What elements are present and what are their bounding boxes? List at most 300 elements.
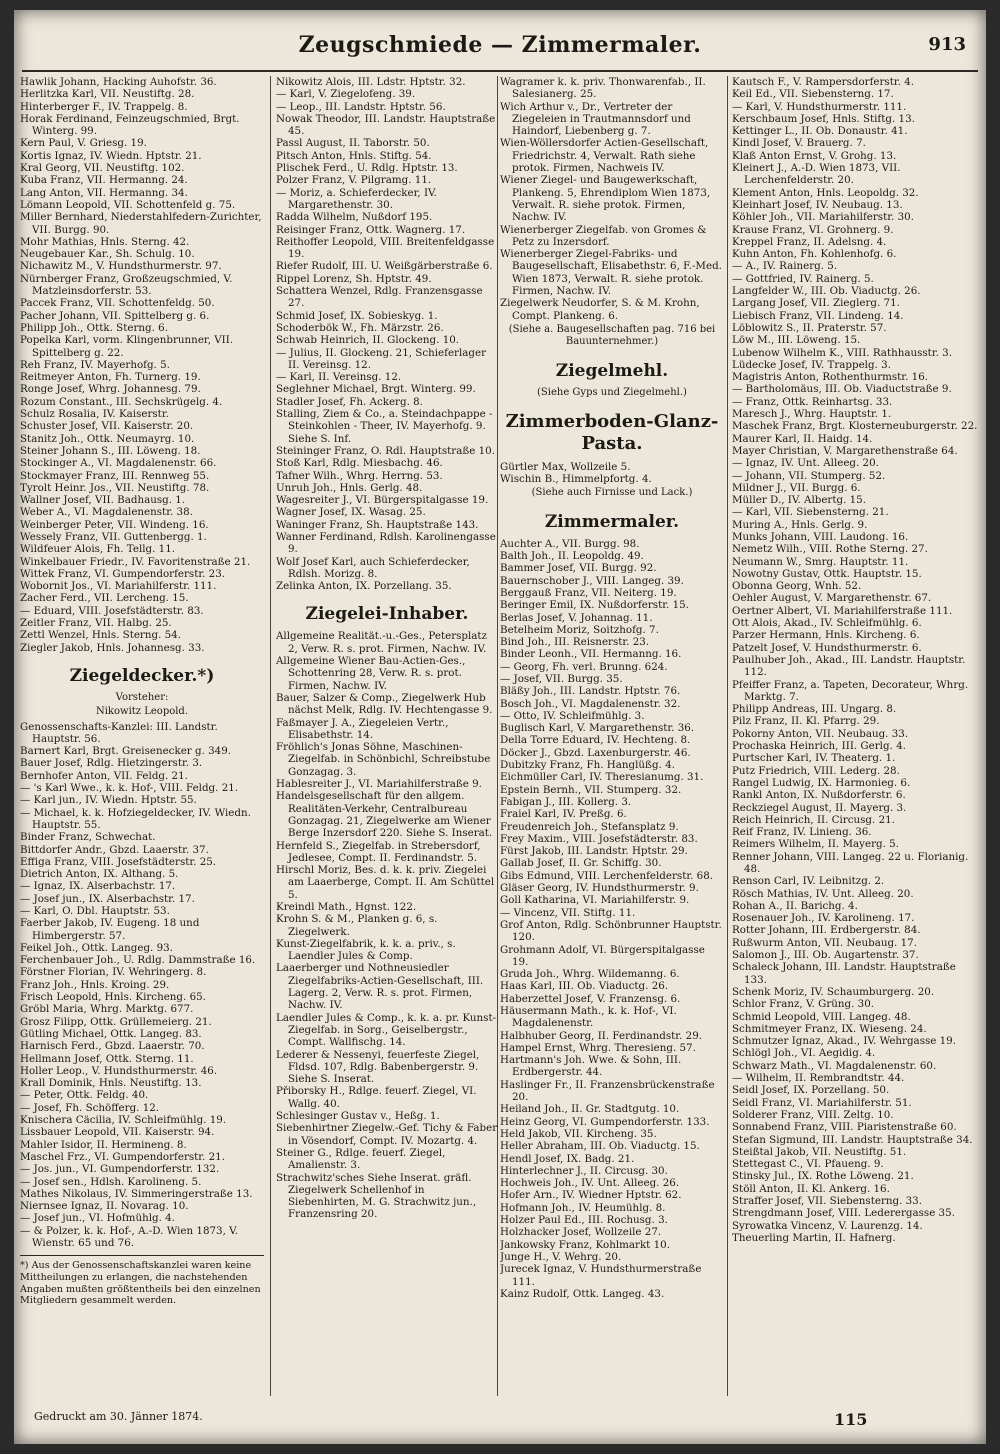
list-item: Stoß Karl, Rdlg. Miesbachg. 46.	[276, 457, 443, 470]
list-item: Wiener Ziegel- und Baugewerkschaft, Plankeng. 5, Ehrendiplom Wien 1873, Verwalt. R. siehe protok. Firmen, Nachw. IV.	[500, 174, 711, 224]
list-item: Grohmann Adolf, VI. Bürgerspitalgasse 19.	[500, 943, 705, 968]
list-item: — Wilhelm, II. Rembrandtstr. 44.	[732, 1072, 905, 1085]
list-item: Wittek Franz, VI. Gumpendorferstr. 23.	[20, 567, 226, 580]
list-item: Reisinger Franz, Ottk. Wagnerg. 17.	[276, 223, 466, 236]
list-item: Halbhuber Georg, II. Ferdinandstr. 29.	[500, 1029, 703, 1042]
list-item: — Eduard, VIII. Josefstädterstr. 83.	[20, 604, 204, 617]
column-1	[20, 76, 264, 1396]
list-item: Prochaska Heinrich, III. Gerlg. 4.	[732, 740, 906, 753]
list-item: Epstein Bernh., VII. Stumperg. 32.	[500, 783, 682, 796]
list-item: Waninger Franz, Sh. Hauptstraße 143.	[276, 518, 479, 531]
list-item: Schmitmeyer Franz, IX. Wieseng. 24.	[732, 1022, 927, 1035]
list-item: Salomon J., III. Ob. Augartenstr. 37.	[732, 949, 919, 962]
footnote: *) Aus der Genossenschaftskanzlei waren keine Mittheilungen zu erlangen, die nachstehenden Angaben mußten größtentheils bei den einzelnen Mitgliedern gesammelt werden.	[20, 1255, 264, 1306]
section-zimmermaler: Zimmermaler.	[544, 511, 680, 532]
list-item: Schwab Heinrich, II. Glockeng. 10.	[276, 334, 460, 347]
list-item: — & Polzer, k. k. Hof-, A.-D. Wien 1873, V. Wienstr. 65 und 76.	[20, 1224, 239, 1250]
list-item: Hampel Ernst, Whrg. Theresieng. 57.	[500, 1041, 696, 1054]
list-item: Rozum Constant., III. Sechskrügelg. 4.	[20, 395, 223, 408]
list-item: Wagramer k. k. priv. Thonwarenfab., II. Salesianerg. 25.	[500, 76, 706, 101]
list-item: Kainz Rudolf, Ottk. Langeg. 43.	[500, 1287, 665, 1300]
list-item: Pacher Johann, VII. Spittelberg g. 6.	[20, 309, 210, 322]
list-item: Pokorny Anton, VII. Neubaug. 33.	[732, 727, 909, 740]
list-item: Lederer & Nessenyi, feuerfeste Ziegel, Fldsd. 107, Rdlg. Babenbergerstr. 9. Siehe S. Inserat.	[276, 1048, 480, 1086]
vorsteher-name: Nikowitz Leopold.	[95, 706, 189, 718]
page-header	[14, 32, 986, 66]
list-item: Kautsch F., V. Rampersdorferstr. 4.	[732, 76, 915, 88]
list-item: Niernsee Ignaz, II. Novarag. 10.	[20, 1200, 189, 1213]
sheet-number: 115	[834, 1410, 868, 1429]
list-item: Herlitzka Karl, VII. Neustiftg. 28.	[20, 88, 195, 101]
list-item: Hofer Arn., IV. Wiedner Hptstr. 62.	[500, 1189, 682, 1202]
list-item: Knischera Cäcilia, IV. Schleifmühlg. 19.	[20, 1114, 227, 1127]
list-item: Reh Franz, IV. Mayerhofg. 5.	[20, 358, 170, 371]
list-item: Bauer Josef, Rdlg. Hietzingerstr. 3.	[20, 757, 203, 770]
list-item: Plischek Ferd., U. Rdlg. Hptstr. 13.	[276, 162, 458, 175]
list-item: Hellmann Josef, Ottk. Sterng. 11.	[20, 1052, 194, 1065]
list-item: Stettegast C., VI. Pfaueng. 9.	[732, 1158, 884, 1171]
list-item: Schlesinger Gustav v., Heßg. 1.	[276, 1110, 440, 1123]
list-item: Pilz Franz, II. Kl. Pfarrg. 29.	[732, 715, 880, 728]
list-item: Holler Leop., V. Hundsthurmerstr. 46.	[20, 1064, 218, 1077]
list-item: Zelinka Anton, IX. Porzellang. 35.	[276, 580, 452, 593]
list-item: Kern Paul, V. Griesg. 19.	[20, 137, 147, 150]
list-item: Berlas Josef, V. Johannag. 11.	[500, 611, 653, 624]
list-item: Pitsch Anton, Hnls. Stiftg. 54.	[276, 149, 432, 162]
list-item: Gallab Josef, II. Gr. Schiffg. 30.	[500, 857, 662, 870]
list-item: — Karl, V. Ziegelofeng. 39.	[276, 88, 416, 101]
list-item: Ott Alois, Akad., IV. Schleifmühlg. 6.	[732, 617, 922, 630]
column-4	[732, 76, 980, 1396]
list-item: Schattera Wenzel, Rdlg. Franzensgasse 27.	[276, 285, 483, 310]
list-item: Heinz Georg, VI. Gumpendorferstr. 133.	[500, 1115, 710, 1128]
list-item: Sonnabend Franz, VIII. Piaristenstraße 60.	[732, 1121, 957, 1134]
list-item: Stefan Sigmund, III. Landstr. Hauptstraße 34.	[732, 1133, 973, 1146]
list-item: Schmutzer Ignaz, Akad., IV. Wehrgasse 19.	[732, 1035, 957, 1048]
list-item: Hofmann Joh., IV. Heumühlg. 8.	[500, 1201, 666, 1214]
list-item: Polzer Franz, V. Pilgramg. 11.	[276, 174, 432, 187]
list-item: Gruda Joh., Whrg. Wildemanng. 6.	[500, 968, 680, 981]
list-item: Schenk Moriz, IV. Schaumburgerg. 20.	[732, 985, 935, 998]
list-item: Fürst Jakob, III. Landstr. Hptstr. 29.	[500, 845, 688, 858]
list-item: Klement Anton, Hnls. Leopoldg. 32.	[732, 186, 919, 199]
list-item: Hawlik Johann, Hacking Auhofstr. 36.	[20, 76, 217, 88]
list-item: Fröhlich's Jonas Söhne, Maschinen-Ziegelfab. in Schönbichl, Schreibstube Gonzagag. 3.	[276, 741, 491, 778]
list-item: Reitmeyer Anton, Fh. Turnerg. 19.	[20, 371, 201, 384]
list-item: Tyrolt Heinr. Jos., VII. Neustiftg. 78.	[20, 481, 210, 494]
list-item: Faerber Jakob, IV. Eugeng. 18 und Himbergerstr. 57.	[20, 917, 200, 942]
list-item: Kindl Josef, V. Brauerg. 7.	[732, 137, 866, 150]
list-item: Oertner Albert, VI. Mariahilferstraße 111.	[732, 604, 953, 617]
list-item: — Gottfried, IV. Rainerg. 5.	[732, 272, 874, 285]
list-item: Neugebauer Kar., Sh. Schulg. 10.	[20, 248, 195, 261]
list-item: Kerschbaum Josef, Hnls. Stiftg. 13.	[732, 112, 915, 125]
list-item: Stockinger A., VI. Magdalenenstr. 66.	[20, 457, 217, 470]
entries-zeugschmiede-a	[20, 76, 264, 654]
list-item: Solderer Franz, VIII. Zeltg. 10.	[732, 1108, 894, 1121]
columns	[14, 76, 986, 1396]
list-item: Bosch Joh., VI. Magdalenenstr. 32.	[500, 697, 681, 710]
list-item: Wienerberger Ziegel-Fabriks- und Baugesellschaft, Elisabethstr. 6, F.-Med. Wien 1873, Verwalt. R. siehe protok. Firmen, Nachw. IV.	[500, 248, 722, 298]
list-item: — Otto, IV. Schleifmühlg. 3.	[500, 709, 645, 722]
list-item: Steininger Franz, O. Rdl. Hauptstraße 10.	[276, 444, 495, 457]
list-item: Balth Joh., II. Leopoldg. 49.	[500, 550, 644, 563]
list-item: Wildfeuer Alois, Fh. Tellg. 11.	[20, 543, 176, 556]
list-item: Rohan A., II. Barichg. 4.	[732, 899, 858, 912]
list-item: Mayer Christian, V. Margarethenstraße 64.	[732, 444, 958, 457]
list-item: Bläßy Joh., III. Landstr. Hptstr. 76.	[500, 685, 681, 698]
list-item: Paccek Franz, VII. Schottenfeldg. 50.	[20, 297, 215, 310]
list-item: Mahler Isidor, II. Hermineng. 8.	[20, 1138, 187, 1151]
list-item: Grof Anton, Rdlg. Schönbrunner Hauptstr. 120.	[500, 918, 722, 944]
list-item: Ferchenbauer Joh., U. Rdlg. Dammstraße 16.	[20, 954, 256, 967]
list-item: Kortis Ignaz, IV. Wiedn. Hptstr. 21.	[20, 149, 202, 162]
list-item: Neumann W., Smrg. Hauptstr. 11.	[732, 555, 909, 568]
page-number: 913	[928, 34, 966, 55]
list-item: Freudenreich Joh., Stefansplatz 9.	[500, 820, 679, 833]
list-item: Franz Joh., Hnls. Kroing. 29.	[20, 978, 170, 991]
list-item: Philipp Joh., Ottk. Sterng. 6.	[20, 321, 168, 334]
list-item: Betelheim Moriz, Soitzhofg. 7.	[500, 623, 659, 636]
list-item: Mohr Mathias, Hnls. Sterng. 42.	[20, 235, 190, 248]
list-item: Schuster Josef, VII. Kaiserstr. 20.	[20, 420, 194, 433]
list-item: Mathes Nikolaus, IV. Simmeringerstraße 13.	[20, 1187, 253, 1200]
list-item: Binder Franz, Schwechat.	[20, 831, 156, 844]
list-item: Ziegelwerk Neudorfer, S. & M. Krohn, Compt. Plankeng. 6.	[500, 297, 700, 322]
list-item: Hablesreiter J., VI. Mariahilferstraße 9.	[276, 778, 482, 791]
list-item: — A., IV. Rainerg. 5.	[732, 260, 838, 273]
list-item: Haas Karl, III. Ob. Viaductg. 26.	[500, 980, 669, 993]
list-item: — Moriz, a. Schieferdecker, IV. Margarethenstr. 30.	[276, 186, 437, 211]
list-item: Hinterberger F., IV. Trappelg. 8.	[20, 100, 188, 113]
list-item: Philipp Andreas, III. Ungarg. 8.	[732, 703, 897, 716]
list-item: Häusermann Math., k. k. Hof-, VI. Magdalenenstr.	[500, 1005, 677, 1030]
list-item: — Bartholomäus, III. Ob. Viaductstraße 9.	[732, 383, 952, 396]
list-item: Weber A., VI. Magdalenenstr. 38.	[20, 506, 193, 519]
list-item: Maurer Karl, II. Haidg. 14.	[732, 432, 873, 445]
list-item: Nürnberger Franz, Großzeugschmied, V. Matzleinsdorferstr. 53.	[20, 272, 233, 298]
list-item: Ziegler Jakob, Hnls. Johannesg. 33.	[20, 641, 205, 654]
entries-ziegelei-cont	[500, 76, 724, 322]
list-item: Reckziegel August, II. Mayerg. 3.	[732, 801, 907, 814]
note-baugesellschaften: (Siehe a. Baugesellschaften pag. 716 bei Bauunternehmer.)	[508, 323, 716, 348]
list-item: Straffer Josef, VII. Siebensterng. 33.	[732, 1195, 923, 1208]
list-item: Zettl Wenzel, Hnls. Sterng. 54.	[20, 629, 182, 642]
list-item: Schmid Leopold, VIII. Langeg. 48.	[732, 1010, 911, 1023]
list-item: Nowotny Gustav, Ottk. Hauptstr. 15.	[732, 567, 922, 580]
list-item: Binder Leonh., VII. Hermanng. 16.	[500, 648, 682, 661]
list-item: Schaleck Johann, III. Landstr. Hauptstraße 133.	[732, 961, 956, 986]
list-item: Parzer Hermann, Hnls. Kircheng. 6.	[732, 629, 920, 642]
list-item: Haslinger Fr., II. Franzensbrückenstraße 20.	[500, 1078, 715, 1104]
column-2	[276, 76, 498, 1396]
list-item: Kettinger L., II. Ob. Donaustr. 41.	[732, 125, 908, 138]
column-divider	[270, 76, 271, 1396]
list-item: Wanner Ferdinand, Rdlsh. Karolinengasse 9.	[276, 530, 496, 556]
list-item: Wolf Josef Karl, auch Schieferdecker, Rdlsh. Morizg. 8.	[276, 555, 470, 580]
list-item: Dietrich Anton, IX. Althang. 5.	[20, 868, 179, 881]
list-item: Köhler Joh., VII. Mariahilferstr. 30.	[732, 211, 914, 224]
list-item: Buglisch Karl, V. Margarethenstr. 36.	[500, 722, 695, 735]
list-item: Lüdecke Josef, IV. Trappelg. 3.	[732, 358, 891, 371]
list-item: Stinsky Jul., IX. Rothe Löweng. 21.	[732, 1170, 914, 1183]
list-item: — Michael, k. k. Hofziegeldecker, IV. Wiedn. Hauptstr. 55.	[20, 806, 251, 831]
list-item: Muring A., Hnls. Gerlg. 9.	[732, 518, 868, 531]
list-item: Purtscher Karl, IV. Theaterg. 1.	[732, 752, 896, 765]
list-item: Reich Heinrich, II. Circusg. 21.	[732, 813, 895, 826]
list-item: Fabigan J., III. Kollerg. 3.	[500, 795, 632, 808]
list-item: Steißtal Jakob, VII. Neustiftg. 51.	[732, 1145, 907, 1158]
list-item: Barnert Karl, Brgt. Greisenecker g. 349.	[20, 745, 232, 758]
list-item: Winkelbauer Friedr., IV. Favoritenstraße 21.	[20, 555, 251, 568]
list-item: Zacher Ferd., VII. Lercheng. 15.	[20, 592, 189, 605]
list-item: Hochweis Joh., IV. Unt. Alleeg. 26.	[500, 1177, 680, 1190]
list-item: Oehler August, V. Margarethenstr. 67.	[732, 592, 932, 605]
list-item: Eichmüller Carl, IV. Theresianumg. 31.	[500, 771, 704, 784]
list-item: Pfeiffer Franz, a. Tapeten, Decorateur, Whrg. Marktg. 7.	[732, 678, 969, 703]
list-item: Nowak Theodor, III. Landstr. Hauptstraße 45.	[276, 112, 496, 138]
list-item: Tafner Wilh., Whrg. Herrng. 53.	[276, 469, 443, 482]
list-item: Hirschl Moriz, Bes. d. k. k. priv. Ziegelei am Laaerberge, Compt. II. Am Schüttel 5.	[276, 864, 495, 901]
list-item: Bind Joh., III. Reisnerstr. 23.	[500, 636, 650, 649]
list-item: Frey Maxim., VIII. Josefstädterstr. 83.	[500, 832, 698, 845]
list-item: Lissbauer Leopold, VII. Kaiserstr. 94.	[20, 1126, 215, 1139]
list-item: Bernhofer Anton, VII. Feldg. 21.	[20, 769, 188, 782]
list-item: — Karl, VII. Siebensterng. 21.	[732, 506, 889, 519]
list-item: Rosenauer Joh., IV. Karolineng. 17.	[732, 912, 915, 925]
list-item: Schmid Josef, IX. Sobieskyg. 1.	[276, 309, 438, 322]
list-item: Maresch J., Whrg. Hauptstr. 1.	[732, 408, 892, 421]
entries-glanz-pasta	[500, 461, 724, 486]
list-item: Ronge Josef, Whrg. Johannesg. 79.	[20, 383, 201, 396]
list-item: Stöll Anton, II. Kl. Ankerg. 16.	[732, 1182, 890, 1195]
list-item: — Julius, II. Glockeng. 21, Schieferlager II. Vereinsg. 12.	[276, 346, 487, 371]
genossenschafts-kanzlei: Genossenschafts-Kanzlei: III. Landstr. Hauptstr. 56.	[20, 720, 218, 745]
list-item: Magistris Anton, Rothenthurmstr. 16.	[732, 371, 929, 384]
list-item: Largang Josef, VII. Zieglerg. 71.	[732, 297, 900, 310]
list-item: Junge H., V. Wehrg. 20.	[500, 1250, 622, 1263]
list-item: Krohn S. & M., Planken g. 6, s. Ziegelwerk.	[276, 913, 438, 938]
list-item: — Josef, Fh. Schöfferg. 12.	[20, 1101, 160, 1114]
list-item: Paulhuber Joh., Akad., III. Landstr. Hauptstr. 112.	[732, 653, 966, 679]
list-item: Obonna Georg, Wnh. 52.	[732, 580, 862, 593]
page-title: Zeugschmiede — Zimmermaler.	[298, 32, 702, 58]
list-item: Laendler Jules & Comp., k. k. a. pr. Kunst-Ziegelfab. in Sorg., Geiselbergstr., Compt. Wallfischg. 14.	[276, 1011, 497, 1049]
list-item: Heiland Joh., II. Gr. Stadtgutg. 10.	[500, 1103, 680, 1116]
list-item: — Josef sen., Hdlsh. Karolineng. 5.	[20, 1175, 202, 1188]
entries-zimmermaler-cont	[732, 76, 980, 1244]
section-ziegeldecker: Ziegeldecker.*)	[69, 665, 215, 686]
list-item: Laaerberger und Nothneusiedler Ziegelfabriks-Actien-Gesellschaft, III. Lagerg. 2, Verw. R. s. prot. Firmen, Nachw. IV.	[276, 962, 484, 1012]
list-item: Müller D., IV. Albertg. 15.	[732, 494, 866, 507]
list-item: Radda Wilhelm, Nußdorf 195.	[276, 211, 433, 224]
list-item: Gläser Georg, IV. Hundsthurmerstr. 9.	[500, 882, 699, 895]
list-item: Dubitzky Franz, Fh. Hanglüßg. 4.	[500, 759, 675, 772]
list-item: — Leop., III. Landstr. Hptstr. 56.	[276, 100, 446, 113]
list-item: Miller Bernhard, Niederstahlfedern-Zurichter, VII. Burgg. 90.	[20, 211, 262, 236]
list-item: Wagner Josef, IX. Wasag. 25.	[276, 506, 426, 519]
list-item: Kuba Franz, VII. Hermanng. 24.	[20, 174, 188, 187]
list-item: Reif Franz, IV. Linieng. 36.	[732, 826, 872, 839]
list-item: Stadler Josef, Fh. Ackerg. 8.	[276, 395, 423, 408]
list-item: Wessely Franz, VII. Guttenbergg. 1.	[20, 530, 207, 543]
entries-ziegeldecker	[20, 745, 264, 1249]
entries-zimmermaler	[500, 538, 724, 1300]
list-item: Förstner Florian, IV. Wehringerg. 8.	[20, 966, 207, 979]
list-item: Stanitz Joh., Ottk. Neumayrg. 10.	[20, 432, 195, 445]
list-item: Stockmayer Franz, III. Rennweg 55.	[20, 469, 210, 482]
list-item: Holzer Paul Ed., III. Rochusg. 3.	[500, 1214, 668, 1227]
directory-page	[14, 10, 986, 1444]
list-item: Wallner Josef, VII. Badhausg. 1.	[20, 494, 186, 507]
list-item: — Ignaz, IV. Unt. Alleeg. 20.	[732, 457, 879, 470]
list-item: Liebisch Franz, VII. Lindeng. 14.	[732, 309, 904, 322]
list-item: Schulz Rosalia, IV. Kaiserstr.	[20, 408, 169, 421]
list-item: Wien-Wöllersdorfer Actien-Gesellschaft, Friedrichstr. 4, Verwalt. Rath siehe protok. Firmen, Nachweis IV.	[500, 137, 709, 175]
list-item: Kleinert J., A.-D. Wien 1873, VII. Lerchenfelderstr. 20.	[732, 162, 901, 187]
list-item: Přiborsky H., Rdlge. feuerf. Ziegel, VI. Wallg. 40.	[276, 1085, 477, 1110]
list-item: Heller Abraham, III. Ob. Viaductg. 15.	[500, 1140, 700, 1153]
list-item: Effiga Franz, VIII. Josefstädterstr. 25.	[20, 855, 217, 868]
list-item: Holzhacker Josef, Wollzeile 27.	[500, 1226, 662, 1239]
note-gyps: (Siehe Gyps und Ziegelmehl.)	[537, 386, 687, 398]
list-item: Wagesreiter J., VI. Bürgerspitalgasse 19.	[276, 494, 489, 507]
list-item: — Georg, Fh. verl. Brunng. 624.	[500, 660, 668, 673]
list-item: Nichawitz M., V. Hundsthurmerstr. 97.	[20, 260, 222, 273]
list-item: Zeitler Franz, VII. Halbg. 25.	[20, 617, 172, 630]
list-item: Renson Carl, IV. Leibnitzg. 2.	[732, 875, 885, 888]
list-item: Nikowitz Alois, III. Ldstr. Hptstr. 32.	[276, 76, 466, 88]
list-item: Unruh Joh., Hnls. Gerlg. 48.	[276, 481, 423, 494]
list-item: Feikel Joh., Ottk. Langeg. 93.	[20, 941, 173, 954]
list-item: Held Jakob, VII. Kircheng. 35.	[500, 1127, 657, 1140]
list-item: Löblowitz S., II. Praterstr. 57.	[732, 321, 887, 334]
list-item: Lang Anton, VII. Hermanng. 34.	[20, 186, 188, 199]
list-item: — Vincenz, VII. Stiftg. 11.	[500, 906, 636, 919]
list-item: Kuhn Anton, Fh. Kohlenhofg. 6.	[732, 248, 897, 261]
list-item: Horak Ferdinand, Feinzeugschmied, Brgt. Winterg. 99.	[20, 112, 240, 138]
list-item: Hernfeld S., Ziegelfab. in Strebersdorf, Jedlesee, Compt. II. Ferdinandstr. 5.	[276, 839, 481, 864]
list-item: Maschel Frz., VI. Gumpendorferstr. 21.	[20, 1150, 225, 1163]
list-item: Jankowsky Franz, Kohlmarkt 10.	[500, 1238, 670, 1251]
list-item: Hendl Josef, IX. Badg. 21.	[500, 1152, 635, 1165]
section-zimmerboden-glanz-pasta: Zimmerboden-Glanz-Pasta.	[505, 410, 719, 454]
list-item: — Ignaz, IX. Alserbachstr. 17.	[20, 880, 176, 893]
list-item: Frisch Leopold, Hnls. Kircheng. 65.	[20, 991, 206, 1004]
list-item: Rippel Lorenz, Sh. Hptstr. 49.	[276, 272, 432, 285]
list-item: Maschek Franz, Brgt. Klosterneuburgerstr. 22.	[732, 420, 978, 433]
list-item: — Peter, Ottk. Feldg. 40.	[20, 1089, 149, 1102]
list-item: Della Torre Eduard, IV. Hechteng. 8.	[500, 734, 691, 747]
list-item: Hinterlechner J., II. Circusg. 30.	[500, 1164, 668, 1177]
list-item: Schlor Franz, V. Grüng. 30.	[732, 998, 875, 1011]
list-item: Auchter A., VII. Burgg. 98.	[500, 537, 640, 550]
list-item: Syrowatka Vincenz, V. Laurenzg. 14.	[732, 1219, 923, 1232]
list-item: Allgemeine Wiener Bau-Actien-Ges., Schottenring 28, Verw. R. s. prot. Firmen, Nachw. IV.	[276, 655, 466, 692]
list-item: Steiner Johann S., III. Löweng. 18.	[20, 444, 201, 457]
list-item: Bauernschober J., VIII. Langeg. 39.	[500, 574, 684, 587]
list-item: Fraiel Karl, IV. Preßg. 6.	[500, 808, 627, 821]
section-ziegelei-inhaber: Ziegelei-Inhaber.	[305, 604, 469, 625]
list-item: Reithoffer Leopold, VIII. Breitenfeldgasse 19.	[276, 235, 495, 261]
list-item: Wienerberger Ziegelfab. von Gromes & Petz zu Inzersdorf.	[500, 223, 707, 248]
list-item: Wobornit Jos., VI. Mariahilferstr. 111.	[20, 580, 217, 593]
page-footer	[14, 1410, 986, 1434]
list-item: Lömann Leopold, VII. Schottenfeld g. 75.	[20, 198, 236, 211]
list-item: Seidl Franz, VI. Mariahilferstr. 51.	[732, 1096, 912, 1109]
list-item: Passl August, II. Taborstr. 50.	[276, 137, 430, 150]
list-item: Langfelder W., III. Ob. Viaductg. 26.	[732, 285, 921, 298]
list-item: — Karl, II. Vereinsg. 12.	[276, 371, 402, 384]
list-item: Bauer, Salzer & Comp., Ziegelwerk Hub nächst Melk, Rdlg. IV. Hechtengasse 9.	[276, 691, 493, 717]
list-item: — Josef jun., VI. Hofmühlg. 4.	[20, 1212, 175, 1225]
list-item: Löw M., III. Löweng. 15.	[732, 334, 861, 347]
list-item: Weinberger Peter, VII. Windeng. 16.	[20, 518, 209, 531]
list-item: — Johann, VII. Stumperg. 52.	[732, 469, 886, 482]
list-item: Wischin B., Himmelpfortg. 4.	[500, 473, 652, 486]
list-item: Kleinhart Josef, IV. Neubaug. 13.	[732, 198, 903, 211]
list-item: Kral Georg, VII. Neustiftg. 102.	[20, 162, 185, 175]
list-item: — Jos. jun., VI. Gumpendorferstr. 132.	[20, 1163, 220, 1176]
list-item: Rangel Ludwig, IX. Harmonieg. 6.	[732, 776, 911, 789]
list-item: Kreindl Math., Hgnst. 122.	[276, 901, 417, 913]
list-item: Gröbl Maria, Whrg. Marktg. 677.	[20, 1003, 194, 1016]
list-item: Schwarz Math., VI. Magdalenenstr. 60.	[732, 1059, 937, 1072]
list-item: Haberzettel Josef, V. Franzensg. 6.	[500, 992, 681, 1005]
column-divider	[727, 76, 728, 1396]
list-item: Grosz Filipp, Ottk. Grüllemeierg. 21.	[20, 1015, 212, 1028]
list-item: Kunst-Ziegelfabrik, k. k. a. priv., s. Laendler Jules & Comp.	[276, 937, 456, 963]
print-date: Gedruckt am 30. Jänner 1874.	[34, 1410, 203, 1423]
entries-ziegeldecker-cont	[276, 76, 498, 592]
list-item: Nemetz Wilh., VIII. Rothe Sterng. 27.	[732, 543, 928, 556]
list-item: Jurecek Ignaz, V. Hundsthurmerstraße 111.	[500, 1263, 702, 1288]
list-item: Harnisch Ferd., Gbzd. Laaerstr. 70.	[20, 1040, 205, 1053]
list-item: Rösch Mathias, IV. Unt. Alleeg. 20.	[732, 887, 914, 900]
list-item: Kreppel Franz, II. Adelsng. 4.	[732, 235, 887, 248]
note-firnisse: (Siehe auch Firnisse und Lack.)	[531, 487, 693, 499]
list-item: Klaß Anton Ernst, V. Grohg. 13.	[732, 149, 897, 162]
list-item: Patzelt Josef, V. Hundsthurmerstr. 6.	[732, 641, 922, 654]
list-item: Beringer Emil, IX. Nußdorferstr. 15.	[500, 599, 689, 612]
list-item: Berggauß Franz, VII. Neiterg. 19.	[500, 586, 677, 599]
list-item: — 's Karl Wwe., k. k. Hof-, VIII. Feldg. 21.	[20, 782, 239, 795]
list-item: Allgemeine Realität.-u.-Ges., Petersplatz 2, Verw. R. s. prot. Firmen, Nachw. IV.	[276, 630, 487, 655]
list-item: Schoderbök W., Fh. Märzstr. 26.	[276, 321, 444, 334]
list-item: Siebenhirtner Ziegelw.-Gef. Tichy & Faber in Vösendorf, Compt. IV. Mozartg. 4.	[276, 1122, 498, 1147]
column-3	[500, 76, 724, 1396]
list-item: Riefer Rudolf, III. U. Weißgärberstraße 6.	[276, 260, 493, 273]
list-item: Strachwitz'sches Siehe Inserat. gräfl. Ziegelwerk Schellenhof in Siebenhirten, M. G. Strachwitz jun., Franzensring 20.	[276, 1171, 477, 1221]
list-item: Döcker J., Gbzd. Laxenburgerstr. 46.	[500, 746, 691, 759]
list-item: Keil Ed., VII. Siebensterng. 17.	[732, 88, 894, 101]
list-item: Stalling, Ziem & Co., a. Steindachpappe - Steinkohlen - Theer, IV. Mayerhofg. 9. Siehe S. Inf.	[276, 408, 493, 445]
list-item: Rankl Anton, IX. Nußdorferstr. 6.	[732, 789, 906, 802]
list-item: Strengdmann Josef, VIII. Lederergasse 35.	[732, 1207, 955, 1220]
list-item: Krause Franz, VI. Grohnerg. 9.	[732, 223, 894, 236]
vorsteher-label: Vorsteher:	[115, 691, 169, 703]
list-item: — Josef, VII. Burgg. 35.	[500, 672, 623, 685]
list-item: Lubenow Wilhelm K., VIII. Rathhausstr. 3.	[732, 346, 952, 359]
list-item: Popelka Karl, vorm. Klingenbrunner, VII. Spittelberg g. 22.	[20, 334, 234, 359]
list-item: Reimers Wilhelm, II. Mayerg. 5.	[732, 838, 899, 851]
entries-ziegelei-inhaber	[276, 630, 498, 1220]
list-item: Renner Johann, VIII. Langeg. 22 u. Florianig. 48.	[732, 850, 969, 875]
list-item: Handelsgesellschaft für den allgem. Realitäten-Verkehr, Centralbureau Gonzagag. 21, Ziegelwerke am Wiener Berge Inzersdorf 220. Siehe S. Inserat.	[276, 790, 493, 840]
list-item: — Karl, O. Dbl. Hauptstr. 53.	[20, 905, 170, 917]
list-item: Krall Dominik, Hnls. Neustiftg. 13.	[20, 1077, 202, 1090]
list-item: Seidl Josef, IX. Porzellang. 50.	[732, 1084, 890, 1097]
